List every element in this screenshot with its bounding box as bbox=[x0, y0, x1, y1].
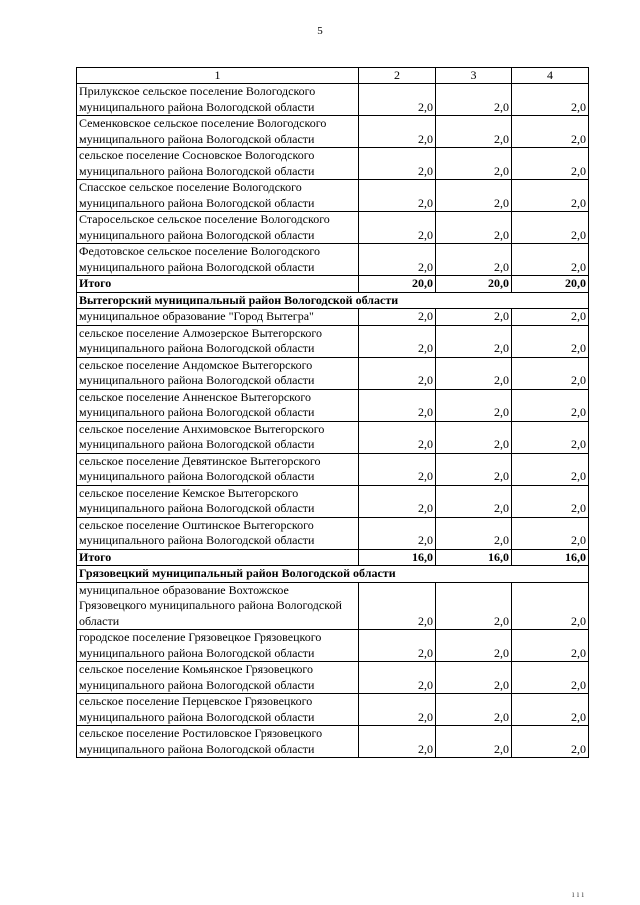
total-row bbox=[77, 276, 589, 293]
value-cell-col4: 2,0 bbox=[512, 148, 589, 180]
value-cell-col3: 2,0 bbox=[436, 212, 512, 244]
total-label: Итого bbox=[77, 276, 359, 293]
value-cell-col2: 2,0 bbox=[359, 180, 436, 212]
value-cell-col4: 2,0 bbox=[512, 694, 589, 726]
value-cell-col4: 2,0 bbox=[512, 726, 589, 758]
value-cell-col4: 2,0 bbox=[512, 309, 589, 326]
table-row bbox=[77, 582, 589, 630]
value-cell-col2: 2,0 bbox=[359, 630, 436, 662]
municipality-name: муниципальное образование "Город Вытегра" bbox=[77, 309, 359, 326]
column-header: 3 bbox=[436, 68, 512, 84]
table-row bbox=[77, 630, 589, 662]
scan-mark: ı ı ı bbox=[571, 889, 584, 899]
section-header-row bbox=[77, 566, 589, 583]
value-cell-col3: 2,0 bbox=[436, 517, 512, 549]
value-cell-col2: 2,0 bbox=[359, 389, 436, 421]
table-row bbox=[77, 694, 589, 726]
value-cell-col2: 2,0 bbox=[359, 116, 436, 148]
value-cell-col2: 2,0 bbox=[359, 212, 436, 244]
value-cell-col3: 2,0 bbox=[436, 726, 512, 758]
value-cell-col2: 2,0 bbox=[359, 453, 436, 485]
value-cell-col3: 20,0 bbox=[436, 276, 512, 293]
table-row bbox=[77, 389, 589, 421]
column-header: 4 bbox=[512, 68, 589, 84]
table-row bbox=[77, 148, 589, 180]
municipality-name: Прилукское сельское поселение Вологодского муниципального района Вологодской области bbox=[77, 84, 359, 116]
value-cell-col3: 2,0 bbox=[436, 357, 512, 389]
allocation-table bbox=[76, 67, 589, 758]
value-cell-col2: 2,0 bbox=[359, 309, 436, 326]
value-cell-col3: 2,0 bbox=[436, 485, 512, 517]
value-cell-col4: 2,0 bbox=[512, 212, 589, 244]
municipality-name: сельское поселение Ростиловское Грязовецкого муниципального района Вологодской области bbox=[77, 726, 359, 758]
column-header: 1 bbox=[77, 68, 359, 84]
value-cell-col4: 2,0 bbox=[512, 662, 589, 694]
value-cell-col3: 16,0 bbox=[436, 549, 512, 566]
value-cell-col2: 2,0 bbox=[359, 357, 436, 389]
table-row bbox=[77, 485, 589, 517]
section-title: Грязовецкий муниципальный район Вологодской области bbox=[77, 566, 589, 583]
municipality-name: сельское поселение Девятинское Вытегорского муниципального района Вологодской области bbox=[77, 453, 359, 485]
table-header-row bbox=[77, 68, 589, 84]
municipality-name: Семенковское сельское поселение Вологодского муниципального района Вологодской области bbox=[77, 116, 359, 148]
total-label: Итого bbox=[77, 549, 359, 566]
value-cell-col2: 2,0 bbox=[359, 582, 436, 630]
table-row bbox=[77, 325, 589, 357]
value-cell-col4: 2,0 bbox=[512, 630, 589, 662]
section-title: Вытегорский муниципальный район Вологодской области bbox=[77, 292, 589, 309]
municipality-name: сельское поселение Алмозерское Вытегорского муниципального района Вологодской области bbox=[77, 325, 359, 357]
municipality-name: сельское поселение Сосновское Вологодского муниципального района Вологодской области bbox=[77, 148, 359, 180]
total-row bbox=[77, 549, 589, 566]
value-cell-col2: 2,0 bbox=[359, 662, 436, 694]
value-cell-col3: 2,0 bbox=[436, 389, 512, 421]
table-row bbox=[77, 517, 589, 549]
table-row bbox=[77, 421, 589, 453]
value-cell-col4: 2,0 bbox=[512, 244, 589, 276]
value-cell-col3: 2,0 bbox=[436, 421, 512, 453]
value-cell-col4: 2,0 bbox=[512, 325, 589, 357]
value-cell-col3: 2,0 bbox=[436, 662, 512, 694]
municipality-name: сельское поселение Комьянское Грязовецкого муниципального района Вологодской области bbox=[77, 662, 359, 694]
value-cell-col4: 2,0 bbox=[512, 453, 589, 485]
municipality-name: городское поселение Грязовецкое Грязовецкого муниципального района Вологодской области bbox=[77, 630, 359, 662]
value-cell-col3: 2,0 bbox=[436, 582, 512, 630]
table-row bbox=[77, 244, 589, 276]
value-cell-col3: 2,0 bbox=[436, 309, 512, 326]
municipality-name: сельское поселение Андомское Вытегорского муниципального района Вологодской области bbox=[77, 357, 359, 389]
municipality-name: сельское поселение Оштинское Вытегорского муниципального района Вологодской области bbox=[77, 517, 359, 549]
municipality-name: муниципальное образование Вохтожское Грязовецкого муниципального района Вологодской области bbox=[77, 582, 359, 630]
value-cell-col4: 2,0 bbox=[512, 180, 589, 212]
value-cell-col3: 2,0 bbox=[436, 180, 512, 212]
value-cell-col4: 16,0 bbox=[512, 549, 589, 566]
municipality-name: сельское поселение Анненское Вытегорского муниципального района Вологодской области bbox=[77, 389, 359, 421]
municipality-name: сельское поселение Анхимовское Вытегорского муниципального района Вологодской области bbox=[77, 421, 359, 453]
value-cell-col4: 2,0 bbox=[512, 389, 589, 421]
value-cell-col4: 20,0 bbox=[512, 276, 589, 293]
value-cell-col3: 2,0 bbox=[436, 116, 512, 148]
value-cell-col3: 2,0 bbox=[436, 630, 512, 662]
table-row bbox=[77, 309, 589, 326]
value-cell-col4: 2,0 bbox=[512, 421, 589, 453]
table-row bbox=[77, 357, 589, 389]
value-cell-col2: 2,0 bbox=[359, 517, 436, 549]
column-header: 2 bbox=[359, 68, 436, 84]
value-cell-col2: 2,0 bbox=[359, 244, 436, 276]
value-cell-col2: 20,0 bbox=[359, 276, 436, 293]
value-cell-col4: 2,0 bbox=[512, 84, 589, 116]
value-cell-col4: 2,0 bbox=[512, 582, 589, 630]
municipality-name: Федотовское сельское поселение Вологодского муниципального района Вологодской области bbox=[77, 244, 359, 276]
table-row bbox=[77, 180, 589, 212]
value-cell-col3: 2,0 bbox=[436, 84, 512, 116]
table-row bbox=[77, 116, 589, 148]
table-row bbox=[77, 453, 589, 485]
value-cell-col2: 2,0 bbox=[359, 84, 436, 116]
municipality-name: сельское поселение Кемское Вытегорского муниципального района Вологодской области bbox=[77, 485, 359, 517]
value-cell-col2: 2,0 bbox=[359, 148, 436, 180]
value-cell-col2: 2,0 bbox=[359, 726, 436, 758]
municipality-name: Старосельское сельское поселение Вологодского муниципального района Вологодской области bbox=[77, 212, 359, 244]
table-row bbox=[77, 726, 589, 758]
municipality-name: сельское поселение Перцевское Грязовецкого муниципального района Вологодской области bbox=[77, 694, 359, 726]
page-number: 5 bbox=[317, 25, 323, 37]
table-row bbox=[77, 212, 589, 244]
municipality-name: Спасское сельское поселение Вологодского муниципального района Вологодской области bbox=[77, 180, 359, 212]
value-cell-col3: 2,0 bbox=[436, 694, 512, 726]
table-row bbox=[77, 662, 589, 694]
section-header-row bbox=[77, 292, 589, 309]
value-cell-col4: 2,0 bbox=[512, 517, 589, 549]
value-cell-col4: 2,0 bbox=[512, 357, 589, 389]
table-row bbox=[77, 84, 589, 116]
value-cell-col2: 2,0 bbox=[359, 421, 436, 453]
value-cell-col3: 2,0 bbox=[436, 148, 512, 180]
value-cell-col2: 16,0 bbox=[359, 549, 436, 566]
value-cell-col2: 2,0 bbox=[359, 485, 436, 517]
value-cell-col3: 2,0 bbox=[436, 244, 512, 276]
value-cell-col4: 2,0 bbox=[512, 485, 589, 517]
value-cell-col3: 2,0 bbox=[436, 453, 512, 485]
value-cell-col3: 2,0 bbox=[436, 325, 512, 357]
value-cell-col4: 2,0 bbox=[512, 116, 589, 148]
value-cell-col2: 2,0 bbox=[359, 325, 436, 357]
value-cell-col2: 2,0 bbox=[359, 694, 436, 726]
